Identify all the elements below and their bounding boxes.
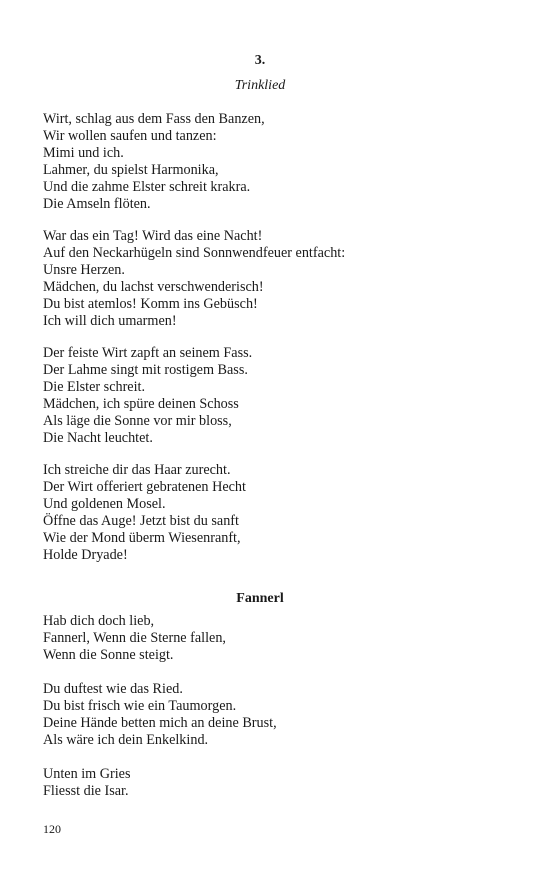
poem-title: Trinklied: [234, 78, 286, 93]
verse-line: Wie der Mond überm Wiesenranft,: [43, 530, 241, 546]
verse-line: War das ein Tag! Wird das eine Nacht!: [43, 228, 263, 244]
verse-line: Du bist atemlos! Komm ins Gebüsch!: [43, 296, 258, 312]
verse-line: Und die zahme Elster schreit krakra.: [43, 179, 251, 195]
stanza-6: [43, 681, 503, 749]
verse-line: Fliesst die Isar.: [43, 783, 129, 799]
poem-number: 3.: [254, 53, 266, 68]
verse-line: Als läge die Sonne vor mir bloss,: [43, 413, 232, 429]
verse-line: Ich will dich umarmen!: [43, 313, 177, 329]
verse-line: Öffne das Auge! Jetzt bist du sanft: [43, 513, 239, 529]
verse-line: Ich streiche dir das Haar zurecht.: [43, 462, 231, 478]
verse-line: Der Wirt offeriert gebratenen Hecht: [43, 479, 246, 495]
verse-line: Die Elster schreit.: [43, 379, 146, 395]
verse-line: Unten im Gries: [43, 766, 131, 782]
stanza-4: [43, 462, 503, 564]
stanza-5: [43, 613, 503, 664]
verse-line: Mädchen, du lachst verschwenderisch!: [43, 279, 264, 295]
verse-line: Hab dich doch lieb,: [43, 613, 155, 629]
verse-line: Fannerl, Wenn die Sterne fallen,: [43, 630, 226, 646]
verse-line: Als wäre ich dein Enkelkind.: [43, 732, 209, 748]
verse-line: Wir wollen saufen und tanzen:: [43, 128, 217, 144]
page-number: 120: [43, 822, 61, 836]
stanza-1: [43, 111, 503, 213]
verse-line: Deine Hände betten mich an deine Brust,: [43, 715, 277, 731]
verse-line: Du bist frisch wie ein Taumorgen.: [43, 698, 237, 714]
verse-line: Mimi und ich.: [43, 145, 124, 161]
verse-line: Die Nacht leuchtet.: [43, 430, 153, 446]
verse-line: Auf den Neckarhügeln sind Sonnwendfeuer entfacht:: [43, 245, 346, 261]
verse-line: Lahmer, du spielst Harmonika,: [43, 162, 219, 178]
verse-line: Mädchen, ich spüre deinen Schoss: [43, 396, 239, 412]
verse-line: Wenn die Sonne steigt.: [43, 647, 174, 663]
stanza-2: [43, 228, 503, 330]
stanza-7: [43, 766, 503, 800]
verse-line: Unsre Herzen.: [43, 262, 125, 278]
verse-line: Du duftest wie das Ried.: [43, 681, 183, 697]
verse-line: Der Lahme singt mit rostigem Bass.: [43, 362, 248, 378]
verse-line: Die Amseln flöten.: [43, 196, 151, 212]
verse-line: Holde Dryade!: [43, 547, 128, 563]
verse-line: Und goldenen Mosel.: [43, 496, 166, 512]
stanza-3: [43, 345, 503, 447]
verse-line: Wirt, schlag aus dem Fass den Banzen,: [43, 111, 265, 127]
poem-title: Fannerl: [236, 591, 284, 606]
verse-line: Der feiste Wirt zapft an seinem Fass.: [43, 345, 253, 361]
